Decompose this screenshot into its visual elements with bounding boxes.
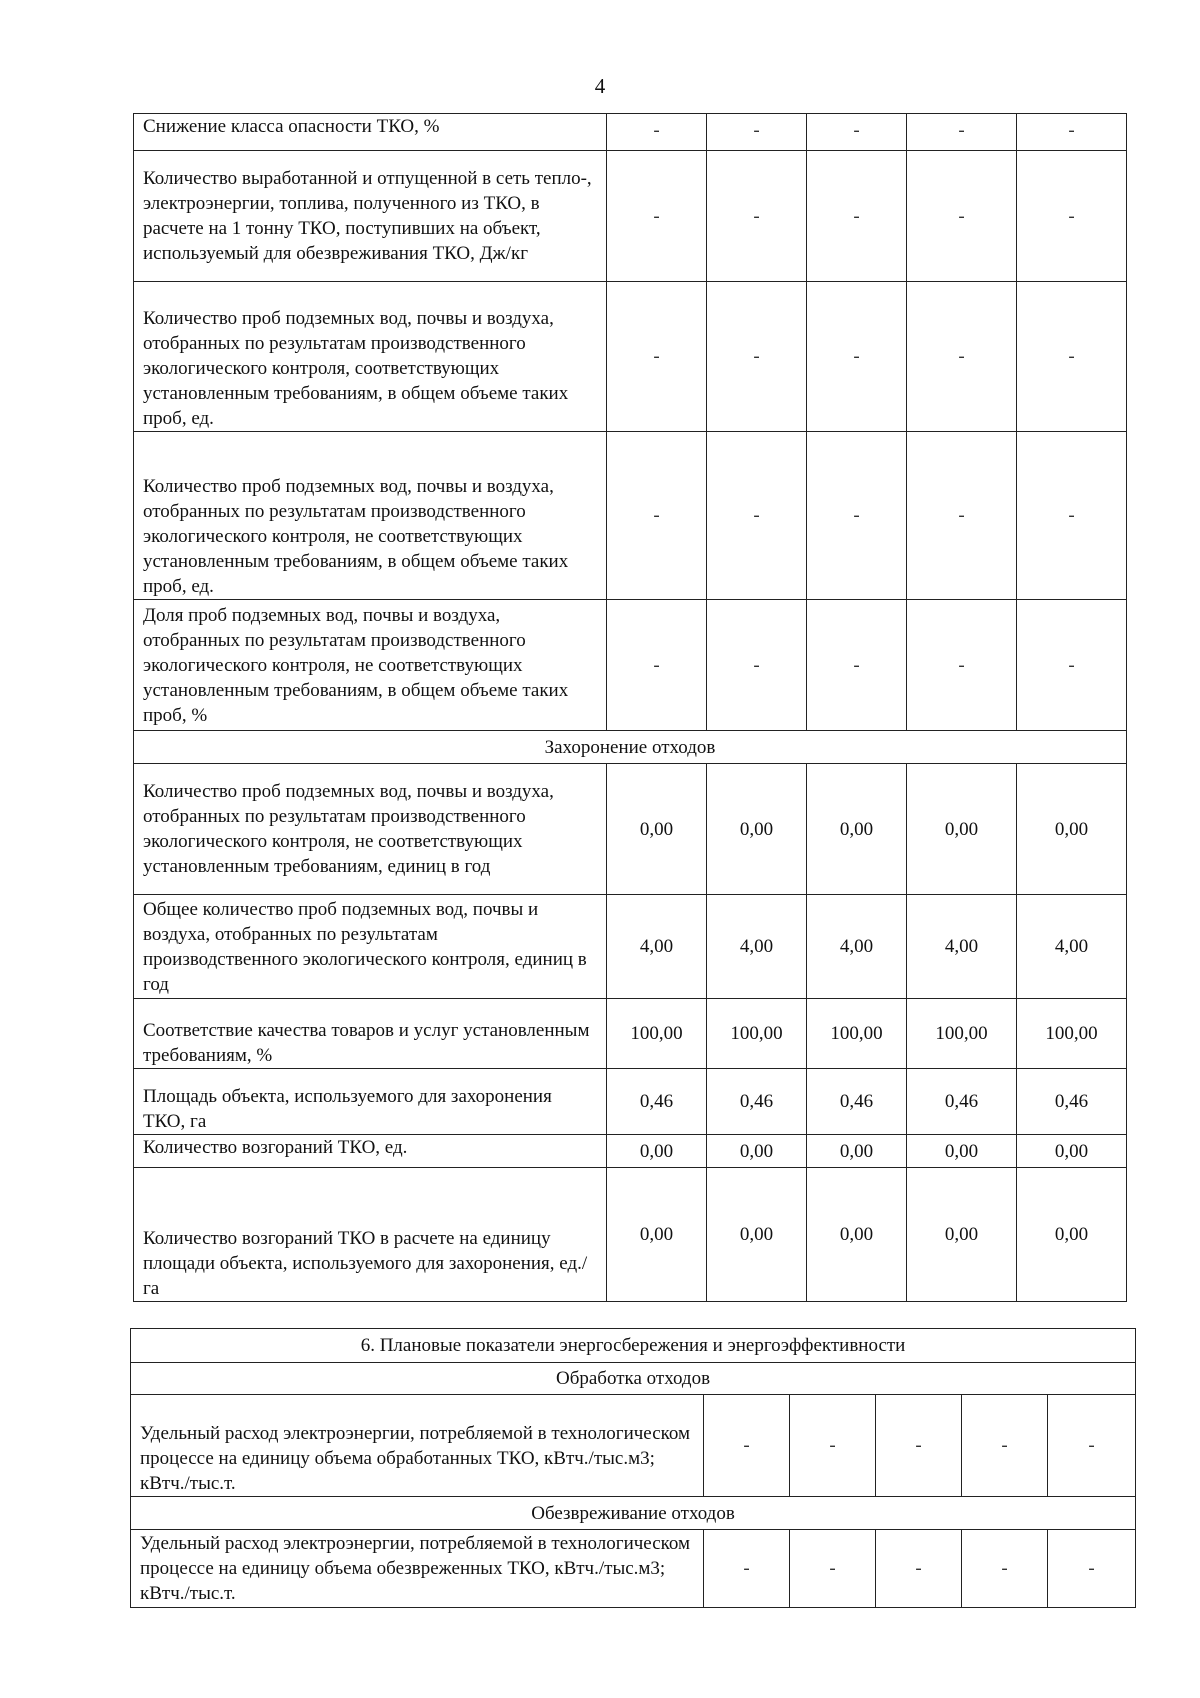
indicator-value: 0,00 bbox=[807, 1168, 907, 1302]
indicator-value: - bbox=[707, 114, 807, 151]
indicator-value: - bbox=[607, 282, 707, 432]
indicator-value: 4,00 bbox=[1017, 895, 1127, 999]
indicator-value: - bbox=[907, 151, 1017, 282]
table-row bbox=[134, 764, 1127, 895]
indicator-value: - bbox=[1017, 432, 1127, 600]
indicator-value: 0,00 bbox=[707, 1168, 807, 1302]
indicator-value: - bbox=[876, 1395, 962, 1497]
indicator-value: - bbox=[1017, 600, 1127, 731]
indicator-value: 4,00 bbox=[607, 895, 707, 999]
indicator-value: 100,00 bbox=[907, 999, 1017, 1069]
table-row bbox=[134, 1135, 1127, 1168]
indicator-value: - bbox=[704, 1395, 790, 1497]
indicator-label: Количество возгораний ТКО в расчете на единицу площади объекта, используемого для захоронения, ед./га bbox=[134, 1168, 607, 1302]
indicator-label: Удельный расход электроэнергии, потребляемой в технологическом процессе на единицу объема обработанных ТКО, кВтч./тыс.м3; кВтч./тыс.т. bbox=[131, 1395, 704, 1497]
indicator-value: - bbox=[607, 151, 707, 282]
indicator-value: 0,46 bbox=[707, 1069, 807, 1135]
indicator-value: - bbox=[790, 1395, 876, 1497]
indicator-label: Количество возгораний ТКО, ед. bbox=[134, 1135, 607, 1168]
indicator-value: - bbox=[907, 282, 1017, 432]
indicator-value: 0,00 bbox=[607, 1135, 707, 1168]
indicator-value: 0,46 bbox=[607, 1069, 707, 1135]
indicator-value: - bbox=[707, 282, 807, 432]
performance-indicators-table bbox=[133, 113, 1127, 1302]
indicator-value: 100,00 bbox=[807, 999, 907, 1069]
indicator-value: - bbox=[607, 114, 707, 151]
indicator-value: - bbox=[807, 600, 907, 731]
indicator-label: Снижение класса опасности ТКО, % bbox=[134, 114, 607, 151]
indicator-label: Удельный расход электроэнергии, потребляемой в технологическом процессе на единицу объема обезвреженных ТКО, кВтч./тыс.м3; кВтч./тыс.т. bbox=[131, 1530, 704, 1608]
indicator-value: 4,00 bbox=[907, 895, 1017, 999]
table-row bbox=[131, 1530, 1136, 1608]
indicator-value: 100,00 bbox=[707, 999, 807, 1069]
table-row bbox=[134, 895, 1127, 999]
section-header-row bbox=[134, 731, 1127, 764]
section-title: Обработка отходов bbox=[131, 1363, 1136, 1395]
section-header-row bbox=[131, 1363, 1136, 1395]
indicator-value: - bbox=[1017, 114, 1127, 151]
indicator-value: 0,00 bbox=[807, 1135, 907, 1168]
indicator-value: - bbox=[1017, 151, 1127, 282]
indicator-value: - bbox=[962, 1530, 1048, 1608]
indicator-label: Доля проб подземных вод, почвы и воздуха, отобранных по результатам производственного экологического контроля, не соответствующих установленным требованиям, в общем объеме таких проб, % bbox=[134, 600, 607, 731]
indicator-label: Площадь объекта, используемого для захоронения ТКО, га bbox=[134, 1069, 607, 1135]
section-title: Обезвреживание отходов bbox=[131, 1497, 1136, 1530]
indicator-value: - bbox=[607, 432, 707, 600]
indicator-value: - bbox=[907, 432, 1017, 600]
table-row bbox=[134, 1168, 1127, 1302]
indicator-value: 0,00 bbox=[907, 1135, 1017, 1168]
table-row bbox=[134, 151, 1127, 282]
indicator-value: 4,00 bbox=[707, 895, 807, 999]
indicator-value: 0,00 bbox=[607, 1168, 707, 1302]
indicator-value: 0,46 bbox=[1017, 1069, 1127, 1135]
indicator-label: Количество выработанной и отпущенной в сеть тепло-, электроэнергии, топлива, полученного из ТКО, в расчете на 1 тонну ТКО, поступивших на объект, используемый для обезвреживания ТКО, Дж/кг bbox=[134, 151, 607, 282]
section-title: 6. Плановые показатели энергосбережения и энергоэффективности bbox=[131, 1329, 1136, 1363]
table-row bbox=[134, 114, 1127, 151]
section-title: Захоронение отходов bbox=[134, 731, 1127, 764]
indicator-value: 0,00 bbox=[1017, 764, 1127, 895]
indicator-value: - bbox=[1048, 1395, 1136, 1497]
table-row bbox=[131, 1395, 1136, 1497]
section-header-row bbox=[131, 1497, 1136, 1530]
indicator-value: - bbox=[704, 1530, 790, 1608]
table-row bbox=[134, 1069, 1127, 1135]
indicator-label: Общее количество проб подземных вод, почвы и воздуха, отобранных по результатам производственного экологического контроля, единиц в год bbox=[134, 895, 607, 999]
indicator-label: Соответствие качества товаров и услуг установленным требованиям, % bbox=[134, 999, 607, 1069]
indicator-value: 0,00 bbox=[707, 764, 807, 895]
indicator-value: - bbox=[807, 114, 907, 151]
indicator-value: - bbox=[876, 1530, 962, 1608]
indicator-value: - bbox=[1048, 1530, 1136, 1608]
indicator-value: - bbox=[807, 282, 907, 432]
indicator-value: - bbox=[707, 432, 807, 600]
indicator-value: 100,00 bbox=[607, 999, 707, 1069]
indicator-value: - bbox=[807, 151, 907, 282]
section-header-row bbox=[131, 1329, 1136, 1363]
indicator-value: - bbox=[807, 432, 907, 600]
indicator-value: 0,00 bbox=[807, 764, 907, 895]
indicator-label: Количество проб подземных вод, почвы и воздуха, отобранных по результатам производственного экологического контроля, соответствующих установленным требованиям, в общем объеме таких проб, ед. bbox=[134, 282, 607, 432]
indicator-value: 0,00 bbox=[607, 764, 707, 895]
table-row bbox=[134, 282, 1127, 432]
indicator-value: 0,00 bbox=[907, 1168, 1017, 1302]
indicator-value: - bbox=[707, 151, 807, 282]
indicator-label: Количество проб подземных вод, почвы и воздуха, отобранных по результатам производственного экологического контроля, не соответствующих установленным требованиям, единиц в год bbox=[134, 764, 607, 895]
page-number: 4 bbox=[594, 74, 606, 98]
indicator-value: - bbox=[962, 1395, 1048, 1497]
indicator-value: 4,00 bbox=[807, 895, 907, 999]
table-row bbox=[134, 432, 1127, 600]
indicator-label: Количество проб подземных вод, почвы и воздуха, отобранных по результатам производственного экологического контроля, не соответствующих установленным требованиям, в общем объеме таких проб, ед. bbox=[134, 432, 607, 600]
indicator-value: - bbox=[607, 600, 707, 731]
indicator-value: - bbox=[907, 600, 1017, 731]
table-row bbox=[134, 999, 1127, 1069]
energy-efficiency-table bbox=[130, 1328, 1136, 1608]
indicator-value: 100,00 bbox=[1017, 999, 1127, 1069]
indicator-value: - bbox=[707, 600, 807, 731]
indicator-value: 0,46 bbox=[907, 1069, 1017, 1135]
indicator-value: - bbox=[907, 114, 1017, 151]
indicator-value: 0,46 bbox=[807, 1069, 907, 1135]
indicator-value: 0,00 bbox=[907, 764, 1017, 895]
indicator-value: 0,00 bbox=[1017, 1168, 1127, 1302]
indicator-value: 0,00 bbox=[707, 1135, 807, 1168]
table-row bbox=[134, 600, 1127, 731]
indicator-value: - bbox=[1017, 282, 1127, 432]
indicator-value: 0,00 bbox=[1017, 1135, 1127, 1168]
indicator-value: - bbox=[790, 1530, 876, 1608]
